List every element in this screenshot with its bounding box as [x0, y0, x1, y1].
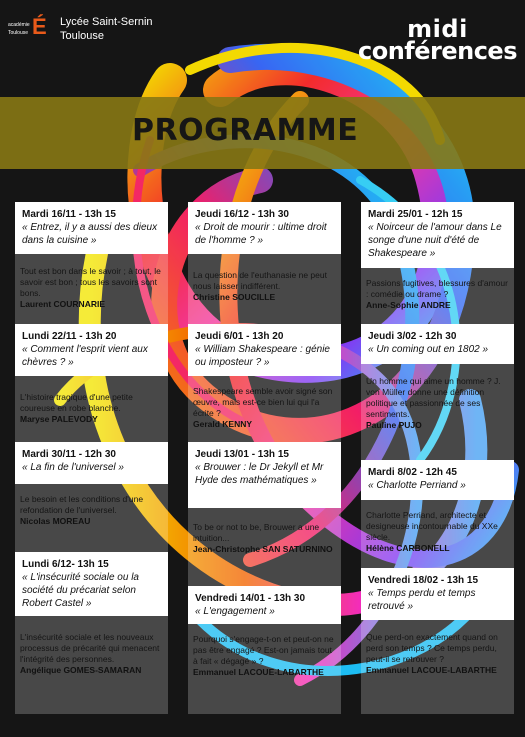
programme-heading: PROGRAMME — [132, 113, 359, 148]
talk-title: « Comment l'esprit vient aux chèvres ? » — [22, 344, 148, 368]
talk-speaker: Gerald KENNY — [193, 419, 253, 429]
talk-speaker: Emmanuel LACOUE-LABARTHE — [366, 665, 497, 675]
talk-title: « Un coming out en 1802 » — [368, 344, 489, 355]
talk-speaker: Nicolas MOREAU — [20, 516, 91, 526]
talk-title: « William Shakespeare : génie ou imposteur ? » — [195, 344, 330, 368]
talk-description — [193, 522, 337, 555]
talk-date: Mardi 25/01 - 12h 15 — [368, 209, 463, 220]
talk-date: Jeudi 13/01 - 13h 15 — [195, 449, 289, 460]
talk-card — [188, 202, 341, 254]
talk-card — [361, 202, 514, 268]
talk-date: Jeudi 16/12 - 13h 30 — [195, 209, 289, 220]
talk-speaker: Emmanuel LACOUE-LABARTHE — [193, 667, 324, 677]
brand-title-line2: conférences — [357, 37, 517, 65]
logo-text-academie: académie — [8, 22, 30, 28]
talk-speaker: Hélène CARBONELL — [366, 543, 450, 553]
brand-title — [357, 15, 517, 65]
talk-speaker: Jean-Christophe SAN SATURNINO — [193, 544, 333, 554]
talk-title: « L'engagement » — [195, 606, 275, 617]
talk-title: « Brouwer : le Dr Jekyll et Mr Hyde des mathématiques » — [195, 462, 324, 486]
school-name-line1: Lycée Saint-Sernin — [60, 16, 153, 28]
talk-date: Jeudi 6/01 - 13h 20 — [195, 331, 284, 342]
talk-card — [15, 202, 168, 254]
talk-card — [361, 324, 514, 364]
logo-letter: É — [32, 14, 47, 39]
talk-description — [20, 494, 164, 527]
talk-title: « La fin de l'universel » — [22, 462, 124, 473]
talk-date: Lundi 6/12- 13h 15 — [22, 559, 109, 570]
talk-speaker: Pauline PUJO — [366, 420, 422, 430]
talk-title: « Entrez, il y a aussi des dieux dans la cuisine » — [22, 222, 158, 246]
talk-card — [15, 442, 168, 484]
talk-description — [193, 270, 337, 303]
talk-title: « Temps perdu et temps retrouvé » — [368, 588, 476, 612]
logo-text-region: Toulouse — [8, 30, 29, 36]
talk-description — [366, 278, 510, 311]
academie-logo — [8, 14, 52, 50]
school-name — [60, 15, 153, 43]
talk-summary: Tout est bon dans le savoir ; à tout, le savoir est bon ; tous les savoirs sont bons. — [20, 266, 161, 298]
talk-card — [361, 460, 514, 500]
brand-title-line1: midi — [407, 15, 468, 43]
talk-summary: Shakespeare semble avoir signé son œuvre, mais est-ce bien lui qui l'a écrite ? — [193, 386, 333, 418]
talk-summary: Charlotte Perriand, architecte et designeuse incontournable du XXe siècle. — [366, 510, 498, 542]
talk-title: « Noirceur de l'amour dans Le songe d'une nuit d'été de Shakespeare » — [368, 222, 502, 259]
talk-date: Mardi 30/11 - 12h 30 — [22, 449, 116, 460]
talk-title: « Charlotte Perriand » — [368, 480, 466, 491]
talk-date: Vendredi 18/02 - 13h 15 — [368, 575, 479, 586]
talk-description — [193, 634, 337, 678]
talk-date: Lundi 22/11 - 13h 20 — [22, 331, 117, 342]
talk-description — [20, 632, 164, 676]
talk-description — [366, 510, 510, 554]
talk-date: Vendredi 14/01 - 13h 30 — [195, 593, 306, 604]
talk-title: « L'insécurité sociale ou la société du précariat selon Robert Castel » — [22, 572, 139, 609]
talk-title: « Droit de mourir : ultime droit de l'homme ? » — [195, 222, 327, 246]
talk-card — [188, 324, 341, 376]
talk-summary: Que perd-on exactement quand on perd son temps ? Ce temps perdu, peut-il se retrouver ? — [366, 632, 498, 664]
talk-speaker: Anne-Sophie ANDRE — [366, 300, 451, 310]
talk-card — [361, 568, 514, 620]
talk-summary: Le besoin et les conditions d'une refondation de l'universel. — [20, 494, 144, 515]
talk-summary: Pourquoi s'engage-t-on et peut-on ne pas être engagé ? Est-on jamais tout à fait « dégagé » ? — [193, 634, 334, 666]
column-1 — [15, 202, 168, 714]
talk-summary: L'insécurité sociale et les nouveaux processus de précarité qui menacent l'intégrité des personnes. — [20, 632, 160, 664]
talk-summary: L'histoire tragique d'une petite coureuse en robe blanche. — [20, 392, 133, 413]
talk-date: Mardi 16/11 - 13h 15 — [22, 209, 116, 220]
column-2 — [188, 202, 341, 714]
talk-summary: To be or not to be, Brouwer a une intuition... — [193, 522, 320, 543]
talk-description — [20, 266, 164, 310]
talk-date: Mardi 8/02 - 12h 45 — [368, 467, 457, 478]
talk-card — [188, 442, 341, 508]
talk-speaker: Angélique GOMES-SAMARAN — [20, 665, 142, 675]
talk-summary: Un homme qui aime un homme ? J. von Müller donne une définition politique et passionnée de ses sentiments. — [366, 376, 501, 419]
talk-description — [366, 376, 510, 431]
talk-description — [20, 392, 164, 425]
talk-summary: La question de l'euthanasie ne peut nous laisser indifférent. — [193, 270, 327, 291]
talk-date: Jeudi 3/02 - 12h 30 — [368, 331, 457, 342]
talk-summary: Passions fugitives, blessures d'amour : comédie ou drame ? — [366, 278, 508, 299]
talk-speaker: Maryse PALEVODY — [20, 414, 98, 424]
talk-description — [193, 386, 337, 430]
talk-card — [15, 324, 168, 376]
column-3 — [361, 202, 514, 714]
talk-speaker: Laurent COURNARIE — [20, 299, 106, 309]
school-name-line2: Toulouse — [60, 30, 105, 42]
talk-description — [366, 632, 510, 676]
talk-card — [188, 586, 341, 624]
talk-card — [15, 552, 168, 616]
talk-speaker: Christine SOUCILLE — [193, 292, 276, 302]
